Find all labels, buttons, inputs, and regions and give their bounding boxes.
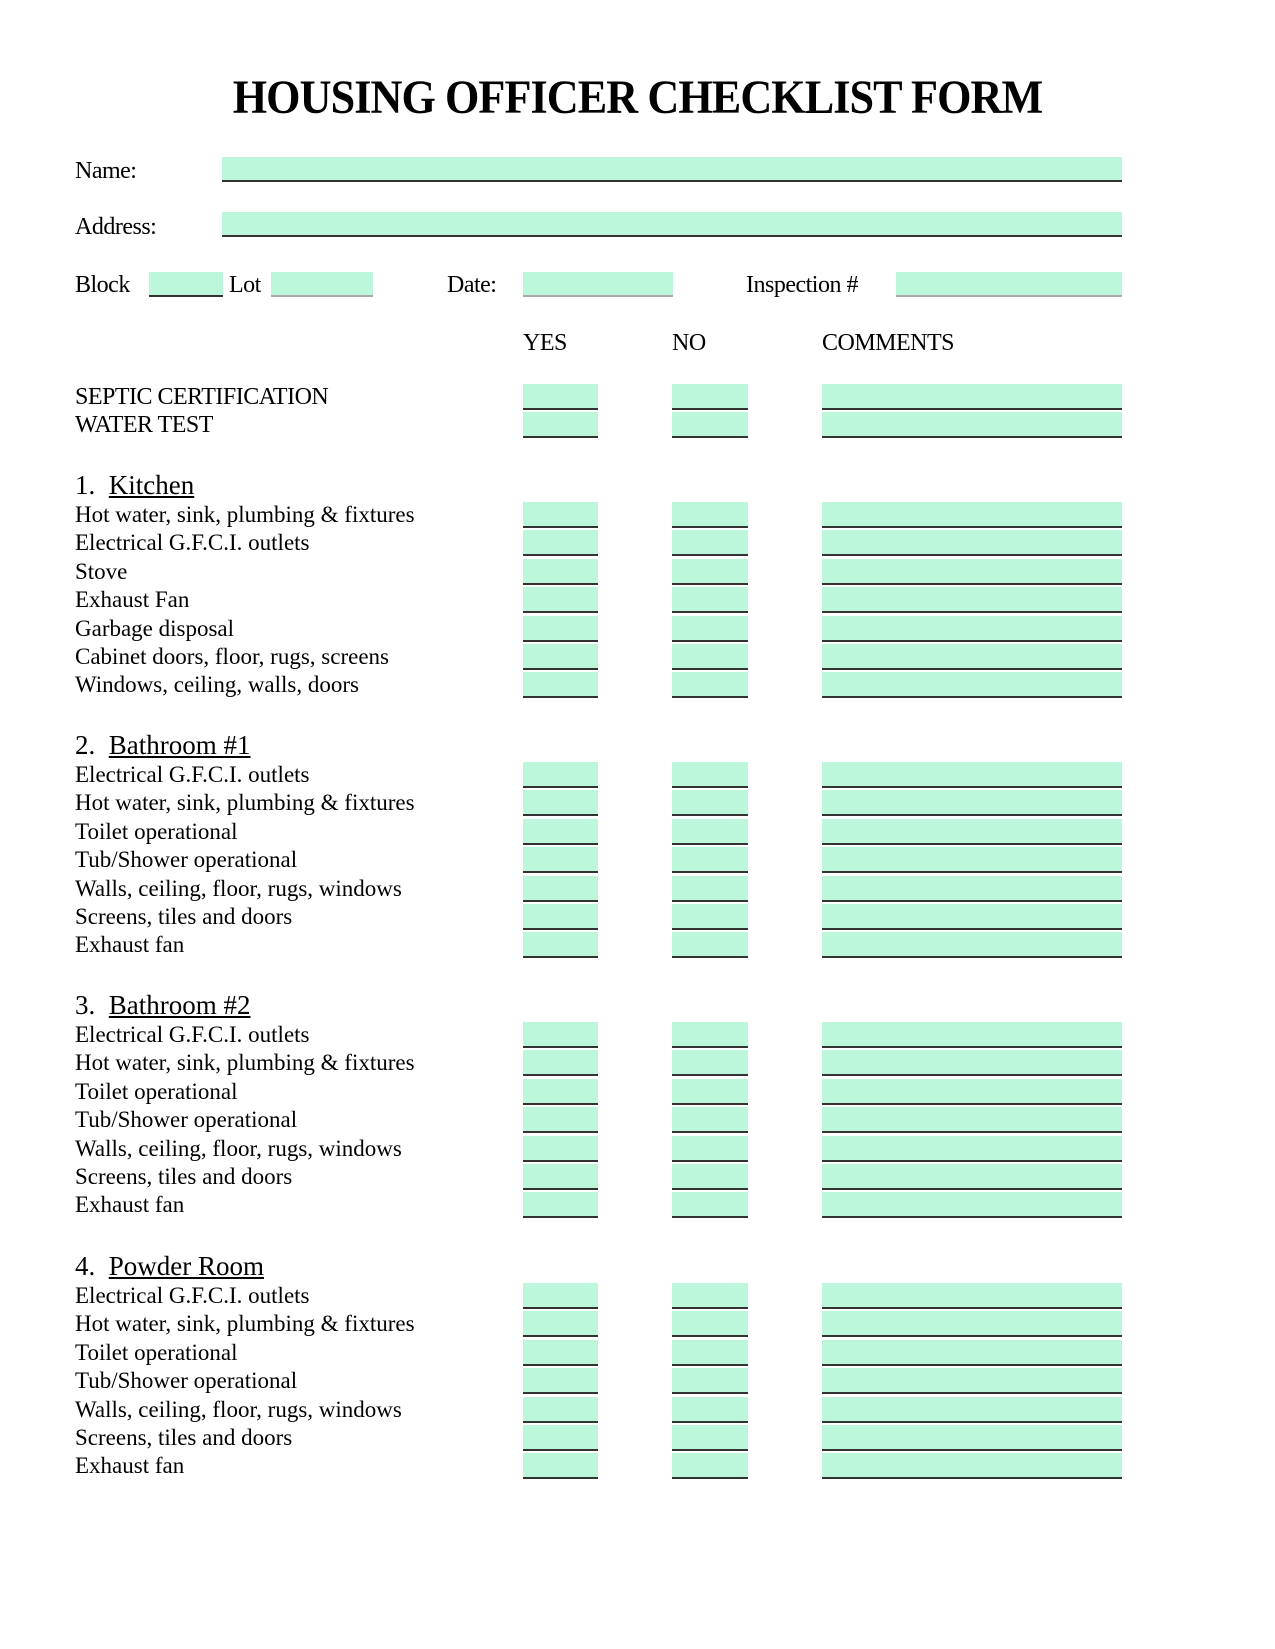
water-test-label: WATER TEST — [75, 412, 213, 438]
checklist-yes-field[interactable] — [523, 1107, 598, 1133]
checklist-item-label: Screens, tiles and doors — [75, 904, 293, 929]
checklist-no-field[interactable] — [672, 1368, 748, 1394]
checklist-yes-field[interactable] — [523, 1136, 598, 1162]
checklist-no-field[interactable] — [672, 819, 748, 845]
checklist-item-label: Cabinet doors, floor, rugs, screens — [75, 644, 389, 669]
water-test-no-field[interactable] — [672, 412, 748, 438]
checklist-yes-field[interactable] — [523, 1340, 598, 1366]
checklist-comments-field[interactable] — [822, 1107, 1122, 1133]
checklist-yes-field[interactable] — [523, 1192, 598, 1218]
column-header-yes: YES — [523, 330, 567, 356]
checklist-item-label: Electrical G.F.C.I. outlets — [75, 530, 310, 556]
septic-yes-field[interactable] — [523, 384, 598, 410]
checklist-item-label: Exhaust fan — [75, 1192, 185, 1218]
inspection-label: Inspection # — [746, 272, 858, 298]
checklist-yes-field[interactable] — [523, 1397, 598, 1423]
checklist-comments-field[interactable] — [822, 819, 1122, 845]
checklist-yes-field[interactable] — [523, 876, 598, 902]
checklist-no-field[interactable] — [672, 876, 748, 902]
checklist-comments-field[interactable] — [822, 1397, 1122, 1423]
checklist-comments-field[interactable] — [822, 559, 1122, 585]
checklist-yes-field[interactable] — [523, 587, 598, 613]
checklist-comments-field[interactable] — [822, 1368, 1122, 1394]
section-title: Bathroom #2 — [108, 990, 251, 1020]
section-title: Bathroom #1 — [108, 730, 251, 760]
checklist-yes-field[interactable] — [523, 1311, 598, 1337]
checklist-item-label: Walls, ceiling, floor, rugs, windows — [75, 1396, 402, 1422]
section-number: 1. — [75, 470, 96, 500]
checklist-yes-field[interactable] — [523, 932, 598, 958]
checklist-yes-field[interactable] — [523, 1079, 598, 1105]
checklist-yes-field[interactable] — [523, 762, 598, 788]
checklist-no-field[interactable] — [672, 1340, 748, 1366]
block-label: Block — [75, 272, 130, 298]
checklist-item-label: Toilet operational — [75, 818, 238, 844]
checklist-item-label: Toilet operational — [75, 1078, 238, 1104]
name-field[interactable] — [222, 157, 1122, 182]
checklist-item-label: Electrical G.F.C.I. outlets — [75, 1283, 310, 1308]
checklist-yes-field[interactable] — [523, 502, 598, 528]
checklist-yes-field[interactable] — [523, 1368, 598, 1394]
checklist-yes-field[interactable] — [523, 819, 598, 845]
checklist-comments-field[interactable] — [822, 1283, 1122, 1309]
checklist-item-label: Tub/Shower operational — [75, 847, 298, 873]
section-title: Powder Room — [108, 1251, 264, 1281]
checklist-yes-field[interactable] — [523, 644, 598, 670]
checklist-no-field[interactable] — [672, 904, 748, 930]
checklist-no-field[interactable] — [672, 1397, 748, 1423]
checklist-item-label: Stove — [75, 558, 128, 584]
checklist-comments-field[interactable] — [822, 1164, 1122, 1190]
checklist-no-field[interactable] — [672, 1311, 748, 1337]
water-test-comments-field[interactable] — [822, 412, 1122, 438]
lot-field[interactable] — [271, 272, 373, 297]
checklist-comments-field[interactable] — [822, 790, 1122, 816]
section-heading — [75, 730, 251, 761]
checklist-comments-field[interactable] — [822, 904, 1122, 930]
section-number: 3. — [75, 990, 96, 1020]
checklist-comments-field[interactable] — [822, 1311, 1122, 1337]
name-label: Name: — [75, 158, 137, 184]
checklist-yes-field[interactable] — [523, 904, 598, 930]
checklist-yes-field[interactable] — [523, 1050, 598, 1076]
checklist-item-label: Screens, tiles and doors — [75, 1425, 293, 1450]
checklist-comments-field[interactable] — [822, 1136, 1122, 1162]
checklist-yes-field[interactable] — [523, 559, 598, 585]
column-header-comments: COMMENTS — [822, 330, 955, 356]
checklist-item-label: Exhaust Fan — [75, 587, 190, 613]
checklist-no-field[interactable] — [672, 530, 748, 556]
checklist-comments-field[interactable] — [822, 1050, 1122, 1076]
checklist-comments-field[interactable] — [822, 1340, 1122, 1366]
checklist-no-field[interactable] — [672, 502, 748, 528]
checklist-comments-field[interactable] — [822, 762, 1122, 788]
date-field[interactable] — [523, 272, 673, 297]
section-number: 2. — [75, 730, 96, 760]
checklist-no-field[interactable] — [672, 1192, 748, 1218]
checklist-yes-field[interactable] — [523, 1425, 598, 1451]
checklist-yes-field[interactable] — [523, 672, 598, 698]
checklist-yes-field[interactable] — [523, 847, 598, 873]
checklist-item-label: Tub/Shower operational — [75, 1368, 298, 1394]
column-header-no: NO — [672, 330, 706, 356]
address-label: Address: — [75, 214, 157, 240]
section-number: 4. — [75, 1251, 96, 1281]
checklist-no-field[interactable] — [672, 1425, 748, 1451]
checklist-item-label: Hot water, sink, plumbing & fixtures — [75, 502, 415, 527]
checklist-comments-field[interactable] — [822, 876, 1122, 902]
checklist-item-label: Hot water, sink, plumbing & fixtures — [75, 1311, 415, 1337]
checklist-no-field[interactable] — [672, 1022, 748, 1048]
checklist-no-field[interactable] — [672, 1107, 748, 1133]
checklist-item-label: Toilet operational — [75, 1339, 238, 1365]
water-test-yes-field[interactable] — [523, 412, 598, 438]
checklist-comments-field[interactable] — [822, 587, 1122, 613]
checklist-item-label: Screens, tiles and doors — [75, 1164, 293, 1189]
checklist-item-label: Hot water, sink, plumbing & fixtures — [75, 1050, 415, 1076]
checklist-no-field[interactable] — [672, 616, 748, 642]
section-heading — [75, 990, 251, 1021]
checklist-yes-field[interactable] — [523, 530, 598, 556]
checklist-item-label: Tub/Shower operational — [75, 1107, 298, 1133]
checklist-comments-field[interactable] — [822, 1192, 1122, 1218]
checklist-no-field[interactable] — [672, 1050, 748, 1076]
checklist-comments-field[interactable] — [822, 530, 1122, 556]
checklist-yes-field[interactable] — [523, 1283, 598, 1309]
checklist-comments-field[interactable] — [822, 1425, 1122, 1451]
checklist-comments-field[interactable] — [822, 644, 1122, 670]
checklist-item-label: Walls, ceiling, floor, rugs, windows — [75, 1135, 402, 1161]
checklist-item-label: Hot water, sink, plumbing & fixtures — [75, 790, 415, 816]
checklist-no-field[interactable] — [672, 1164, 748, 1190]
septic-certification-label: SEPTIC CERTIFICATION — [75, 384, 329, 410]
checklist-no-field[interactable] — [672, 1136, 748, 1162]
checklist-no-field[interactable] — [672, 559, 748, 585]
checklist-no-field[interactable] — [672, 932, 748, 958]
section-title: Kitchen — [108, 470, 195, 500]
address-field[interactable] — [222, 212, 1122, 237]
block-field[interactable] — [149, 272, 223, 297]
checklist-item-label: Exhaust fan — [75, 932, 185, 958]
date-label: Date: — [447, 272, 497, 298]
checklist-comments-field[interactable] — [822, 1022, 1122, 1048]
checklist-no-field[interactable] — [672, 587, 748, 613]
checklist-comments-field[interactable] — [822, 1079, 1122, 1105]
checklist-item-label: Windows, ceiling, walls, doors — [75, 672, 359, 698]
checklist-yes-field[interactable] — [523, 1453, 598, 1479]
checklist-yes-field[interactable] — [523, 790, 598, 816]
form-title: HOUSING OFFICER CHECKLIST FORM — [232, 71, 1043, 124]
septic-no-field[interactable] — [672, 384, 748, 410]
section-heading — [75, 470, 194, 501]
checklist-no-field[interactable] — [672, 847, 748, 873]
checklist-no-field[interactable] — [672, 1079, 748, 1105]
section-heading — [75, 1251, 264, 1282]
checklist-no-field[interactable] — [672, 1453, 748, 1479]
checklist-yes-field[interactable] — [523, 1022, 598, 1048]
checklist-no-field[interactable] — [672, 672, 748, 698]
checklist-comments-field[interactable] — [822, 1453, 1122, 1479]
checklist-yes-field[interactable] — [523, 616, 598, 642]
checklist-item-label: Walls, ceiling, floor, rugs, windows — [75, 875, 402, 901]
checklist-item-label: Electrical G.F.C.I. outlets — [75, 1022, 310, 1047]
septic-comments-field[interactable] — [822, 384, 1122, 410]
checklist-comments-field[interactable] — [822, 502, 1122, 528]
checklist-item-label: Electrical G.F.C.I. outlets — [75, 762, 310, 787]
checklist-comments-field[interactable] — [822, 932, 1122, 958]
checklist-comments-field[interactable] — [822, 847, 1122, 873]
checklist-no-field[interactable] — [672, 762, 748, 788]
checklist-comments-field[interactable] — [822, 672, 1122, 698]
checklist-no-field[interactable] — [672, 644, 748, 670]
checklist-item-label: Garbage disposal — [75, 615, 235, 641]
checklist-comments-field[interactable] — [822, 616, 1122, 642]
lot-label: Lot — [229, 272, 261, 298]
checklist-item-label: Exhaust fan — [75, 1453, 185, 1479]
inspection-field[interactable] — [896, 272, 1122, 297]
checklist-yes-field[interactable] — [523, 1164, 598, 1190]
checklist-no-field[interactable] — [672, 790, 748, 816]
checklist-no-field[interactable] — [672, 1283, 748, 1309]
